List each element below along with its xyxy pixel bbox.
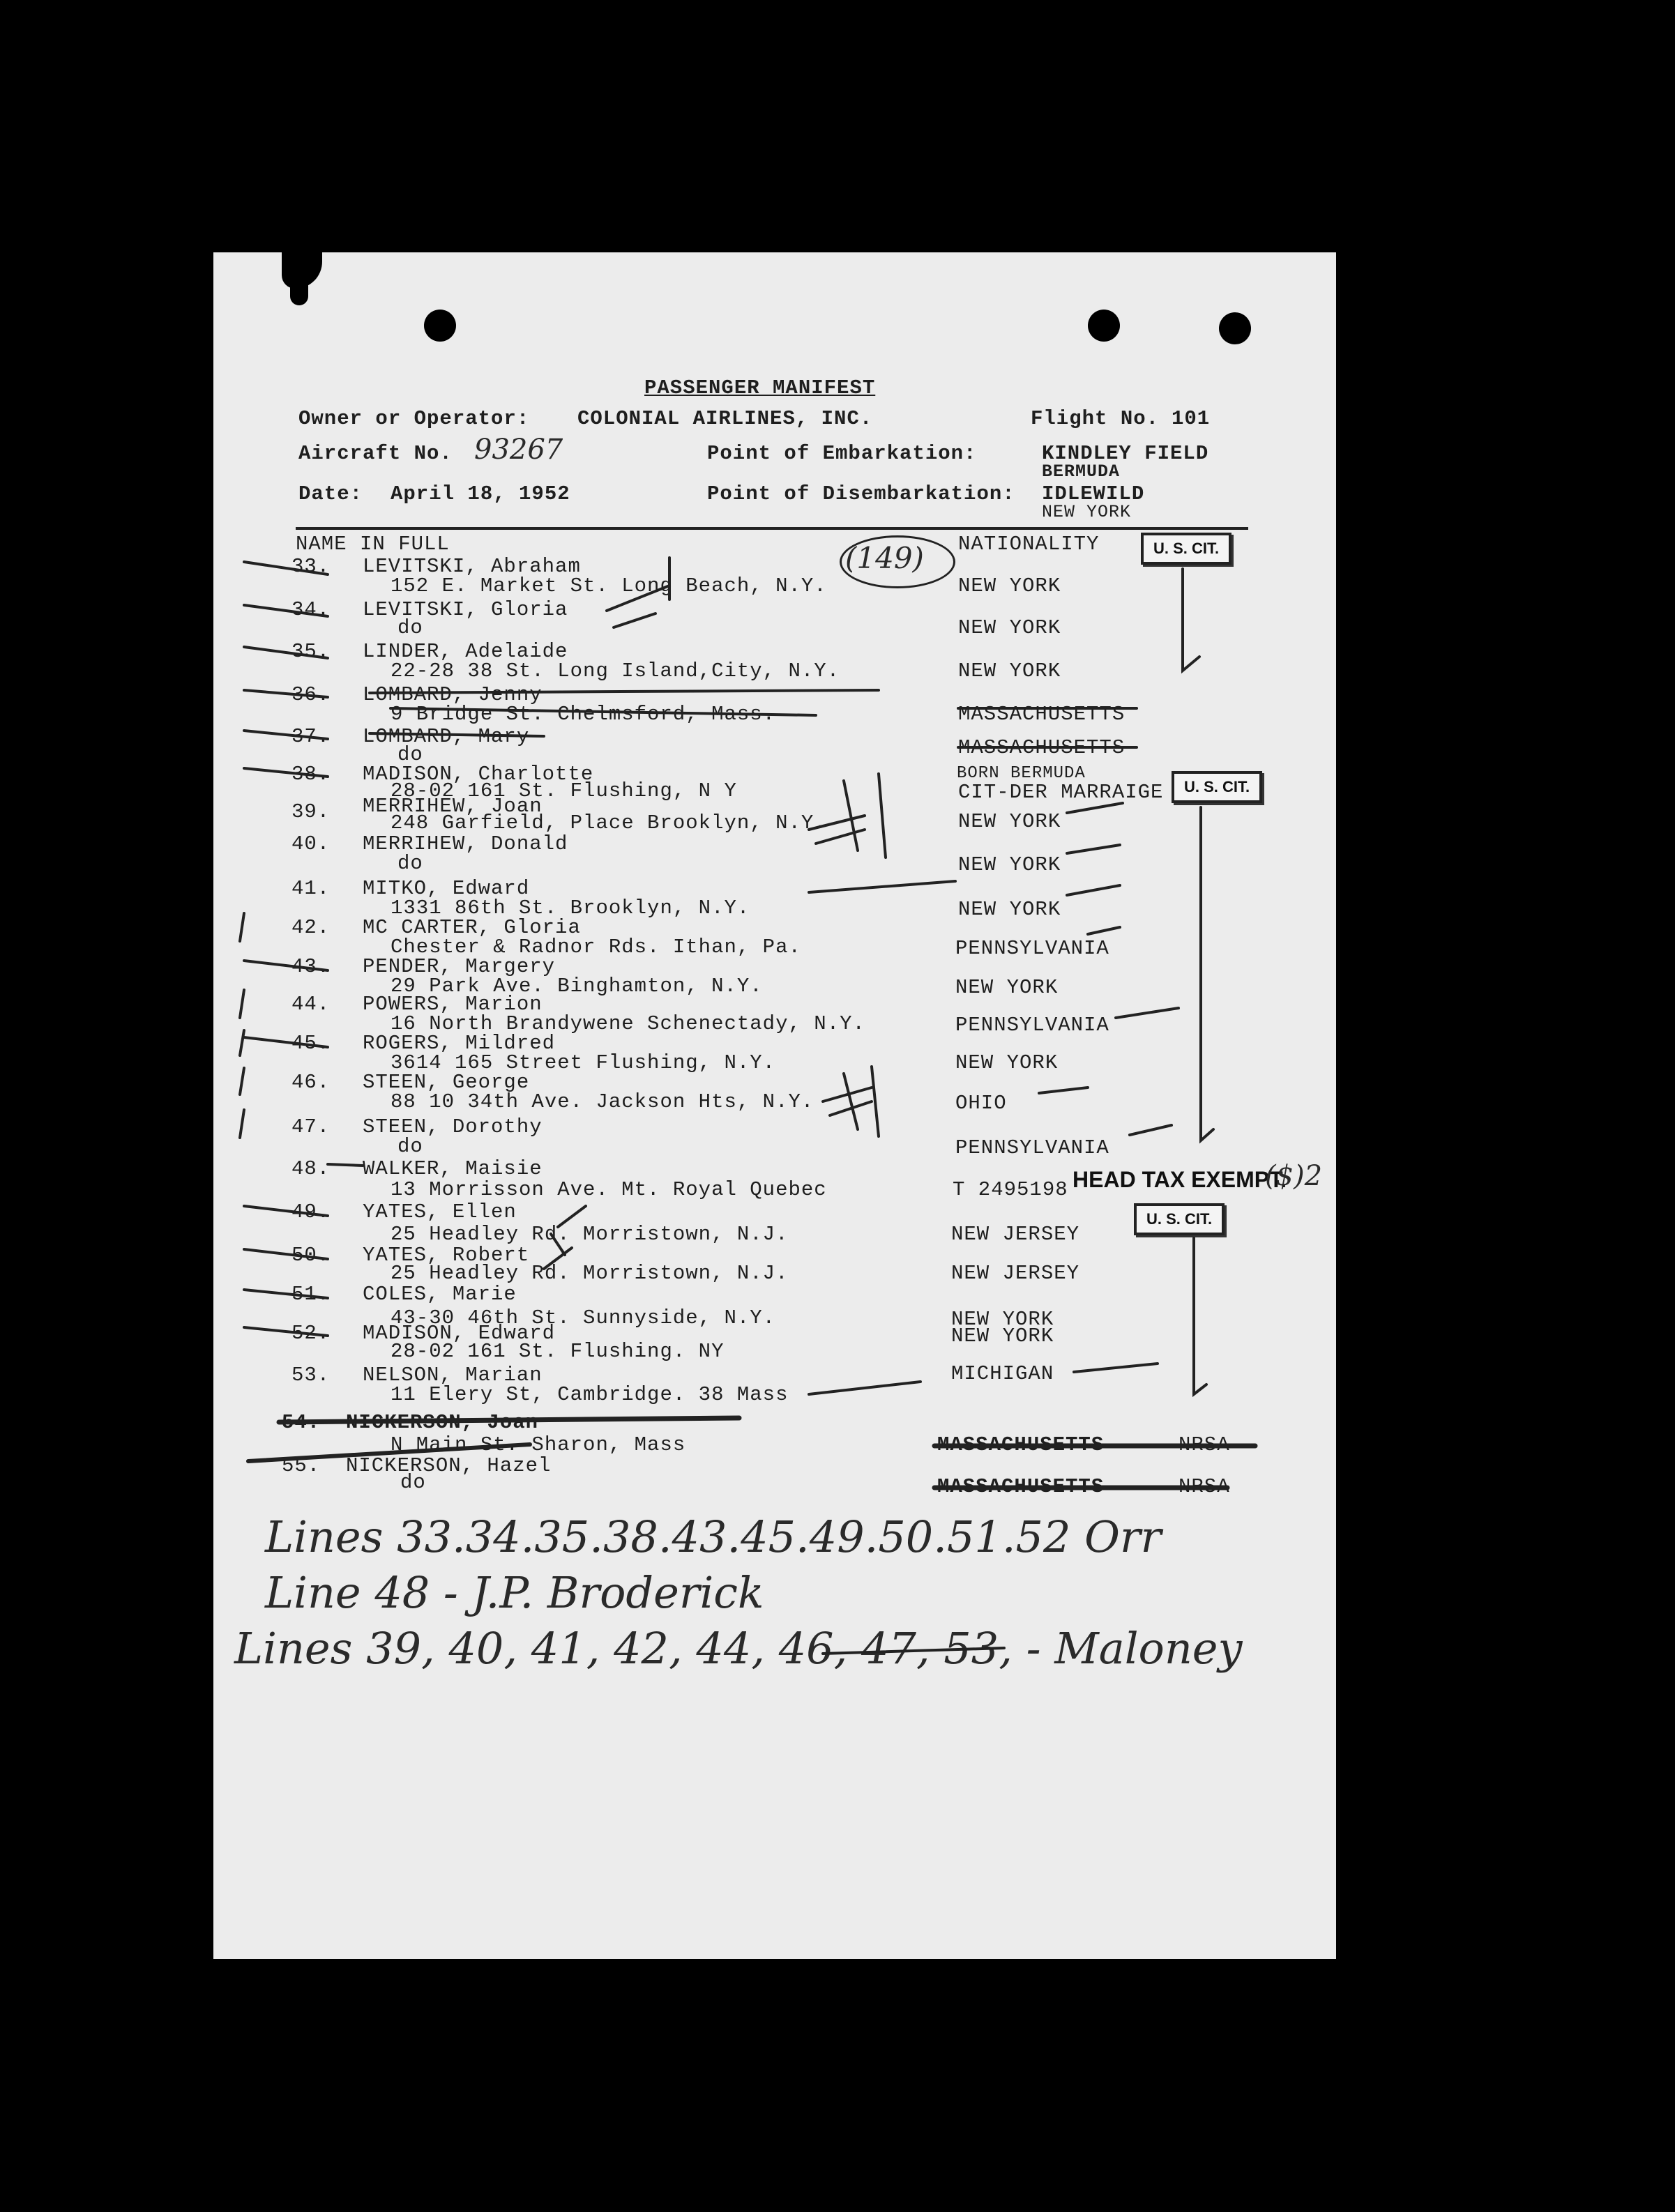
passenger-address: 16 North Brandywene Schenectady, N.Y. xyxy=(391,1012,865,1035)
row-number: 53. xyxy=(291,1364,331,1387)
us-cit-stamp: U. S. CIT. xyxy=(1172,771,1262,803)
us-cit-stamp: U. S. CIT. xyxy=(1141,533,1231,565)
passenger-address: 22-28 38 St. Long Island,City, N.Y. xyxy=(391,659,840,682)
passenger-name: LOMBARD, Mary xyxy=(363,725,530,748)
row-number: 40. xyxy=(291,832,331,855)
passenger-name: MC CARTER, Gloria xyxy=(363,916,581,939)
row-number: 55. xyxy=(282,1454,321,1477)
passenger-name: WALKER, Maisie xyxy=(363,1157,543,1180)
passenger-name: POWERS, Marion xyxy=(363,993,543,1016)
passenger-address: 29 Park Ave. Binghamton, N.Y. xyxy=(391,975,763,998)
disembark-label: Point of Disembarkation: xyxy=(707,482,1015,505)
passenger-name: MADISON, Charlotte xyxy=(363,763,594,786)
flight-value: 101 xyxy=(1172,407,1211,430)
row-number: 46. xyxy=(291,1071,331,1094)
torn-corner-tip xyxy=(290,280,308,305)
head-tax-note: ($)2 xyxy=(1265,1160,1323,1192)
passenger-name: STEEN, George xyxy=(363,1071,530,1094)
row-number: 44. xyxy=(291,993,331,1016)
passenger-name: MADISON, Edward xyxy=(363,1322,556,1345)
passenger-address: N Main St. Sharon, Mass xyxy=(391,1433,686,1456)
row-number: 42. xyxy=(291,916,331,939)
row-number: 35. xyxy=(291,640,331,663)
passenger-address: 13 Morrisson Ave. Mt. Royal Quebec xyxy=(391,1178,827,1201)
manifest-title: PASSENGER MANIFEST xyxy=(644,376,876,399)
passenger-name: COLES, Marie xyxy=(363,1283,517,1306)
punch-hole xyxy=(424,310,456,342)
row-number: 54. xyxy=(282,1411,321,1434)
row-number: 47. xyxy=(291,1115,331,1138)
passenger-name: LOMBARD, Jenny xyxy=(363,683,543,706)
passenger-address: 25 Headley Rd. Morristown, N.J. xyxy=(391,1262,789,1285)
passenger-nationality: NEW YORK xyxy=(958,659,1061,682)
passenger-nationality: T 2495198 xyxy=(953,1178,1068,1201)
passenger-nationality: NEW JERSEY xyxy=(951,1262,1080,1285)
row-number: 39. xyxy=(291,800,331,823)
row-number: 41. xyxy=(291,877,331,900)
date-label: Date: xyxy=(298,482,363,505)
passenger-address: 43-30 46th St. Sunnyside, N.Y. xyxy=(391,1306,776,1329)
owner-value: COLONIAL AIRLINES, INC. xyxy=(577,407,873,430)
passenger-nationality: OHIO xyxy=(955,1092,1007,1115)
us-cit-stamp: U. S. CIT. xyxy=(1134,1203,1225,1235)
row-number: 38. xyxy=(291,763,331,786)
passenger-name: NELSON, Marian xyxy=(363,1364,543,1387)
owner-label: Owner or Operator: xyxy=(298,407,530,430)
flight-label: Flight No. xyxy=(1031,407,1160,430)
passenger-nationality: PENNSYLVANIA xyxy=(955,1014,1109,1037)
passenger-address: 88 10 34th Ave. Jackson Hts, N.Y. xyxy=(391,1090,814,1113)
col-name-header: NAME IN FULL xyxy=(296,533,450,556)
passenger-address: 11 Elery St, Cambridge. 38 Mass xyxy=(391,1383,789,1406)
passenger-nationality: NEW YORK xyxy=(958,898,1061,921)
row-number: 36. xyxy=(291,683,331,706)
aircraft-label: Aircraft No. xyxy=(298,442,453,465)
passenger-nationality: NEW YORK xyxy=(958,810,1061,833)
passenger-note: NRSA xyxy=(1178,1475,1230,1498)
passenger-name: NICKERSON, Hazel xyxy=(346,1454,552,1477)
embark-value-1: KINDLEY FIELD xyxy=(1042,442,1209,465)
punch-hole xyxy=(1219,312,1251,344)
passenger-nationality: MICHIGAN xyxy=(951,1362,1054,1385)
passenger-address: 152 E. Market St. Long Beach, N.Y. xyxy=(391,574,827,597)
row-number: 51. xyxy=(291,1283,331,1306)
passenger-address: do xyxy=(397,852,423,875)
embark-label: Point of Embarkation: xyxy=(707,442,977,465)
count-circle: (149) xyxy=(845,541,924,575)
passenger-nationality: NEW JERSEY xyxy=(951,1223,1080,1246)
row-number: 33. xyxy=(291,555,331,578)
passenger-nationality: MASSACHUSETTS xyxy=(958,736,1125,759)
row-number: 50. xyxy=(291,1244,331,1267)
row-number: 43. xyxy=(291,955,331,978)
punch-hole xyxy=(1088,310,1120,342)
passenger-nationality: NEW YORK xyxy=(955,976,1059,999)
passenger-address: do xyxy=(400,1471,426,1494)
passenger-name: YATES, Robert xyxy=(363,1244,530,1267)
col-nationality-header: NATIONALITY xyxy=(958,533,1100,556)
row-number: 34. xyxy=(291,598,331,621)
passenger-note: NRSA xyxy=(1178,1433,1230,1456)
passenger-nationality: MASSACHUSETTS xyxy=(937,1433,1105,1456)
handwritten-note-2: Line 48 - J.P. Broderick xyxy=(265,1567,764,1618)
date-value: April 18, 1952 xyxy=(391,482,570,505)
passenger-name: PENDER, Margery xyxy=(363,955,556,978)
count-circle-ring xyxy=(840,535,955,588)
passenger-nationality: NEW YORK xyxy=(958,853,1061,876)
passenger-address: 3614 165 Street Flushing, N.Y. xyxy=(391,1051,776,1074)
handwritten-note-3: Lines 39, 40, 41, 42, 44, 46, 47, 53, - Maloney xyxy=(234,1623,1243,1674)
row-number: 37. xyxy=(291,725,331,748)
passenger-name: YATES, Ellen xyxy=(363,1200,517,1223)
row-number: 49. xyxy=(291,1200,331,1223)
passenger-nationality: NEW YORK xyxy=(951,1325,1054,1348)
passenger-name: LEVITSKI, Abraham xyxy=(363,555,581,578)
passenger-nationality: NEW YORK xyxy=(951,1308,1054,1331)
passenger-nationality: NEW YORK xyxy=(958,574,1061,597)
passenger-address: 28-02 161 St. Flushing. NY xyxy=(391,1340,725,1363)
passenger-name: STEEN, Dorothy xyxy=(363,1115,543,1138)
row-number: 48. xyxy=(291,1157,331,1180)
row-number: 52. xyxy=(291,1322,331,1345)
passenger-nationality: PENNSYLVANIA xyxy=(955,1136,1109,1159)
disembark-value-2: NEW YORK xyxy=(1042,502,1132,522)
head-tax-exempt-stamp: HEAD TAX EXEMPT. xyxy=(1073,1167,1287,1192)
passenger-address: 28-02 161 St. Flushing, N Y xyxy=(391,779,737,802)
aircraft-value: 93267 xyxy=(474,434,563,466)
passenger-nationality: MASSACHUSETTS xyxy=(937,1475,1105,1498)
passenger-address: 25 Headley Rd. Morristown, N.J. xyxy=(391,1223,789,1246)
passenger-address: do xyxy=(397,616,423,639)
passenger-name: MERRIHEW, Joan xyxy=(363,795,543,818)
passenger-name: LEVITSKI, Gloria xyxy=(363,598,568,621)
passenger-address: do xyxy=(397,743,423,766)
passenger-address: 1331 86th St. Brooklyn, N.Y. xyxy=(391,897,750,920)
row-number: 45. xyxy=(291,1032,331,1055)
passenger-address: do xyxy=(397,1135,423,1158)
passenger-address: Chester & Radnor Rds. Ithan, Pa. xyxy=(391,936,801,959)
embark-value-2: BERMUDA xyxy=(1042,462,1121,482)
passenger-name: ROGERS, Mildred xyxy=(363,1032,556,1055)
passenger-nationality: CIT-DER MARRAIGE xyxy=(958,781,1164,804)
passenger-name: LINDER, Adelaide xyxy=(363,640,568,663)
disembark-value-1: IDLEWILD xyxy=(1042,482,1145,505)
passenger-address: 9 Bridge St. Chelmsford, Mass. xyxy=(391,703,776,726)
passenger-nationality: NEW YORK xyxy=(955,1051,1059,1074)
bermuda-note: BORN BERMUDA xyxy=(957,764,1086,783)
passenger-name: NICKERSON, Joan xyxy=(346,1411,539,1434)
header-rule xyxy=(296,527,1248,530)
passenger-nationality: PENNSYLVANIA xyxy=(955,937,1109,960)
passenger-name: MERRIHEW, Donald xyxy=(363,832,568,855)
passenger-name: MITKO, Edward xyxy=(363,877,530,900)
handwritten-note-1: Lines 33.34.35.38.43.45.49.50.51.52 Orr xyxy=(265,1511,1162,1562)
passenger-nationality: MASSACHUSETTS xyxy=(958,703,1125,726)
passenger-nationality: NEW YORK xyxy=(958,616,1061,639)
passenger-address: 248 Garfield, Place Brooklyn, N.Y. xyxy=(391,811,827,834)
